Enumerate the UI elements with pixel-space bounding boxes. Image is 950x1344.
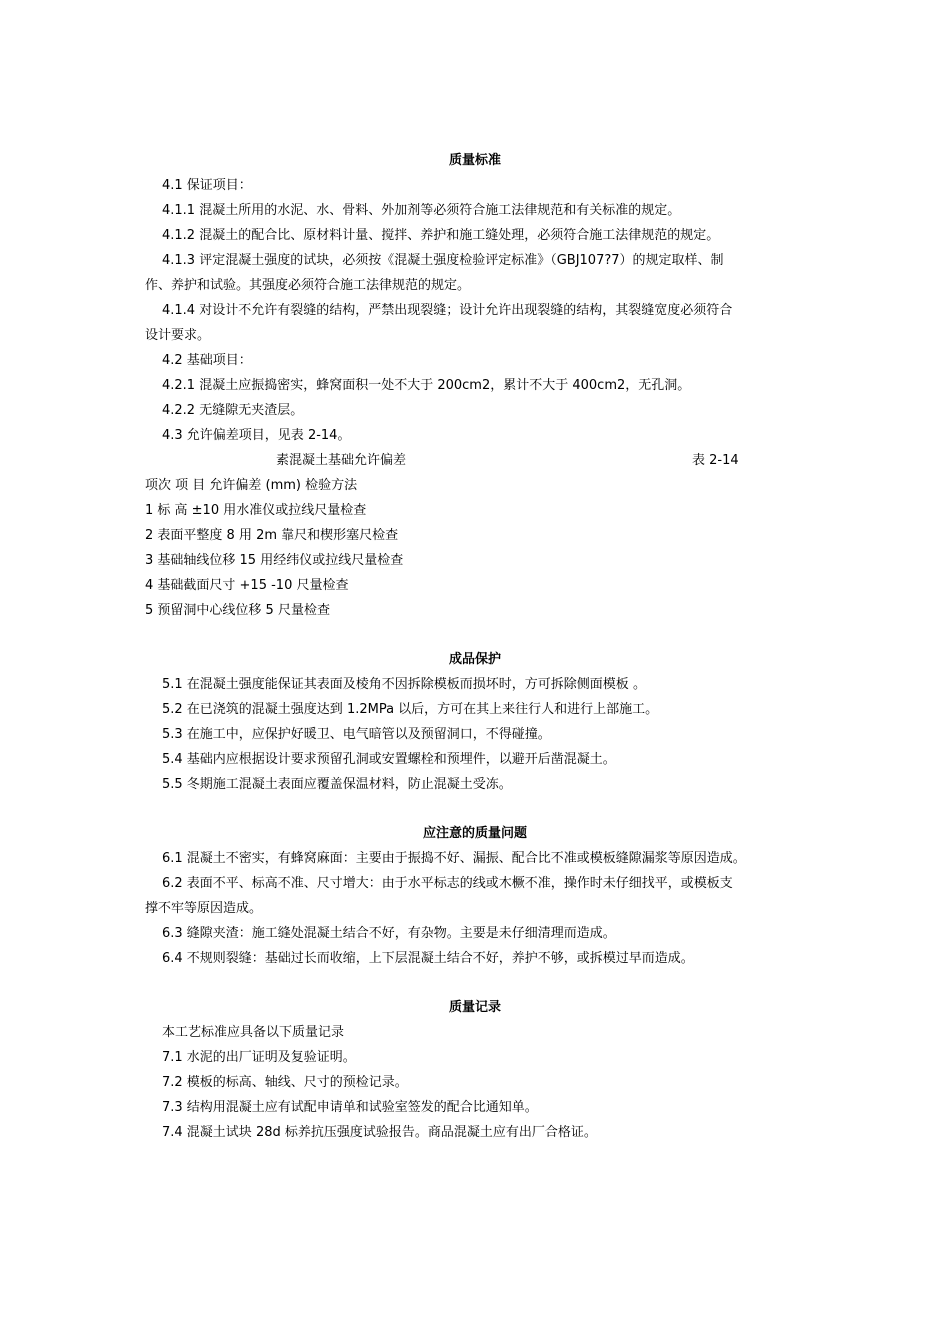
table-row: 4 基础截面尺寸 +15 -10 尺量检查 <box>145 578 349 593</box>
table-row: 2 表面平整度 8 用 2m 靠尺和楔形塞尺检查 <box>145 528 399 543</box>
paragraph: 7.3 结构用混凝土应有试配申请单和试验室签发的配合比通知单。 <box>162 1100 538 1115</box>
paragraph: 6.1 混凝土不密实，有蜂窝麻面：主要由于振捣不好、漏振、配合比不准或模板缝隙漏浆等原因造成。 <box>162 851 746 866</box>
table-row: 1 标 高 ±10 用水准仪或拉线尺量检查 <box>145 503 367 518</box>
paragraph-continuation: 设计要求。 <box>145 328 211 343</box>
table-caption: 素混凝土基础允许偏差 <box>276 453 407 468</box>
paragraph: 5.4 基础内应根据设计要求预留孔洞或安置螺栓和预埋件，以避开后凿混凝土。 <box>162 752 616 767</box>
paragraph: 6.2 表面不平、标高不准、尺寸增大：由于水平标志的线或木橛不准，操作时未仔细找平，或模板支 <box>162 876 733 891</box>
paragraph: 7.2 模板的标高、轴线、尺寸的预检记录。 <box>162 1075 408 1090</box>
paragraph: 6.4 不规则裂缝：基础过长而收缩，上下层混凝土结合不好，养护不够，或拆模过早而造成。 <box>162 951 694 966</box>
paragraph: 6.3 缝隙夹渣：施工缝处混凝土结合不好，有杂物。主要是未仔细清理而造成。 <box>162 926 616 941</box>
paragraph: 4.2 基础项目： <box>162 353 252 368</box>
paragraph: 7.1 水泥的出厂证明及复验证明。 <box>162 1050 356 1065</box>
table-number: 表 2-14 <box>692 453 739 468</box>
section-title-product-protection: 成品保护 <box>448 652 501 667</box>
paragraph: 7.4 混凝土试块 28d 标养抗压强度试验报告。商品混凝土应有出厂合格证。 <box>162 1125 597 1140</box>
paragraph: 4.1.4 对设计不允许有裂缝的结构，严禁出现裂缝；设计允许出现裂缝的结构，其裂缝宽度必须符合 <box>162 303 733 318</box>
paragraph-continuation: 作、养护和试验。其强度必须符合施工法律规范的规定。 <box>145 278 471 293</box>
table-row: 项次 项 目 允许偏差 (mm) 检验方法 <box>145 478 358 493</box>
paragraph-continuation: 撑不牢等原因造成。 <box>145 901 263 916</box>
paragraph: 5.1 在混凝土强度能保证其表面及棱角不因拆除模板而损坏时，方可拆除侧面模板 。 <box>162 677 646 692</box>
paragraph: 4.3 允许偏差项目，见表 2-14。 <box>162 428 351 443</box>
paragraph: 4.2.2 无缝隙无夹渣层。 <box>162 403 304 418</box>
paragraph: 4.1 保证项目： <box>162 178 252 193</box>
paragraph: 4.1.2 混凝土的配合比、原材料计量、搅拌、养护和施工缝处理，必须符合施工法律规范的规定。 <box>162 228 720 243</box>
paragraph: 4.1.3 评定混凝土强度的试块，必须按《混凝土强度检验评定标准》（GBJ107?7）的规定取样、制 <box>162 253 724 268</box>
paragraph: 5.3 在施工中，应保护好暖卫、电气暗管以及预留洞口，不得碰撞。 <box>162 727 551 742</box>
section-title-quality-issues: 应注意的质量问题 <box>422 826 527 841</box>
paragraph: 4.2.1 混凝土应振捣密实，蜂窝面积一处不大于 200cm2，累计不大于 400cm2，无孔洞。 <box>162 378 691 393</box>
section-title-quality-records: 质量记录 <box>448 1000 501 1015</box>
paragraph: 4.1.1 混凝土所用的水泥、水、骨料、外加剂等必须符合施工法律规范和有关标准的规定。 <box>162 203 681 218</box>
paragraph: 本工艺标准应具备以下质量记录 <box>162 1025 345 1040</box>
paragraph: 5.5 冬期施工混凝土表面应覆盖保温材料，防止混凝土受冻。 <box>162 777 512 792</box>
paragraph: 5.2 在已浇筑的混凝土强度达到 1.2MPa 以后，方可在其上来往行人和进行上部施工。 <box>162 702 659 717</box>
table-row: 3 基础轴线位移 15 用经纬仪或拉线尺量检查 <box>145 553 404 568</box>
table-row: 5 预留洞中心线位移 5 尺量检查 <box>145 603 330 618</box>
section-title-quality-standard: 质量标准 <box>448 153 501 168</box>
